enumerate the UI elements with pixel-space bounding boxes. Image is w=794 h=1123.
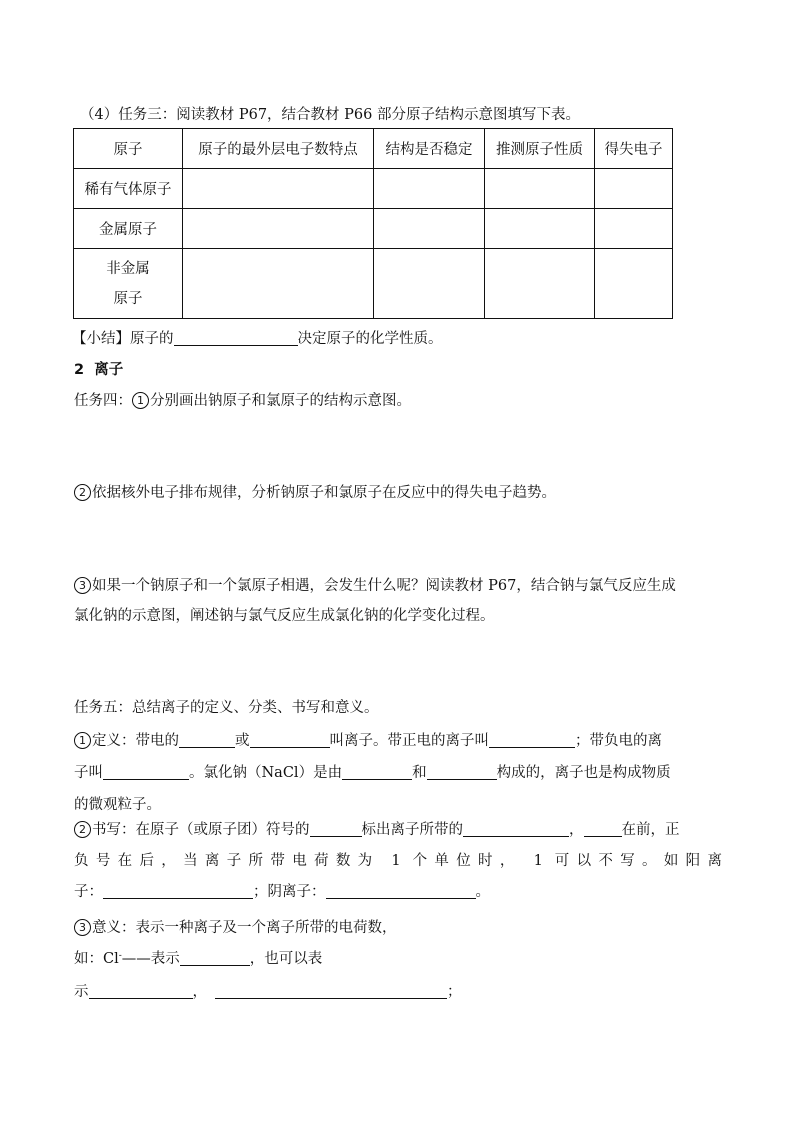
task4-item1-text: 分别画出钠原子和氯原子的结构示意图。 (150, 393, 411, 409)
table-row (74, 209, 673, 249)
definition-line2 (74, 761, 671, 782)
answer-blank[interactable] (103, 765, 189, 781)
summary-blank[interactable] (174, 331, 298, 347)
table-row (74, 169, 673, 209)
definition-line3: 的微观粒子。 (74, 797, 161, 813)
answer-blank[interactable] (326, 884, 476, 900)
text: 意义：表示一种离子及一个离子所带的电荷数， (92, 920, 397, 936)
text: 和 (412, 765, 427, 781)
table-header-cell: 推测原子性质 (485, 129, 595, 169)
answer-blank[interactable] (489, 733, 575, 749)
row-label (74, 249, 183, 319)
answer-blank[interactable] (584, 822, 622, 838)
table-header-cell: 原子的最外层电子数特点 (183, 129, 374, 169)
answer-blank[interactable] (179, 733, 235, 749)
answer-cell[interactable] (595, 169, 673, 209)
answer-cell[interactable] (183, 169, 374, 209)
answer-blank[interactable] (180, 951, 250, 967)
task4-item2-text: 依据核外电子排布规律，分析钠原子和氯原子在反应中的得失电子趋势。 (92, 485, 556, 501)
section-title: 离子 (94, 362, 124, 378)
circled-number: 1 (132, 392, 149, 409)
circled-number: 1 (74, 732, 91, 749)
answer-blank[interactable] (310, 822, 362, 838)
answer-blank[interactable] (215, 984, 447, 1000)
task4-item3-line1 (74, 574, 676, 595)
answer-cell[interactable] (374, 249, 485, 319)
writing-line1 (74, 818, 680, 839)
answer-blank[interactable] (427, 765, 497, 781)
atom-table (73, 128, 673, 319)
circled-number: 2 (74, 821, 91, 838)
task4-item1 (74, 389, 411, 410)
answer-cell[interactable] (595, 209, 673, 249)
circled-number: 3 (74, 577, 91, 594)
answer-blank[interactable] (89, 984, 193, 1000)
text: ， (569, 822, 584, 838)
task3-intro: （4）任务三：阅读教材 P67，结合教材 P66 部分原子结构示意图填写下表。 (80, 107, 580, 123)
answer-cell[interactable] (485, 169, 595, 209)
table-header-row (74, 129, 673, 169)
row-label-line: 非金属 (106, 260, 150, 277)
example-line1 (74, 947, 322, 968)
table-header-cell: 原子 (74, 129, 183, 169)
text: 标出离子所带的 (361, 822, 463, 838)
text: 定义：带电的 (92, 733, 179, 749)
summary-line (72, 327, 443, 348)
table-header-cell: 结构是否稳定 (374, 129, 485, 169)
row-label: 稀有气体原子 (74, 169, 183, 209)
answer-blank[interactable] (342, 765, 412, 781)
task4-item3-text: 如果一个钠原子和一个氯原子相遇，会发生什么呢？阅读教材 P67，结合钠与氯气反应生成 (92, 578, 676, 594)
text: 子叫 (74, 765, 103, 781)
task4-item2 (74, 481, 556, 502)
text: 构成的，离子也是构成物质 (496, 765, 671, 781)
circled-number: 3 (74, 919, 91, 936)
summary-prefix: 【小结】原子的 (72, 331, 174, 347)
example-line2 (74, 980, 462, 1001)
answer-blank[interactable] (103, 884, 253, 900)
writing-line2: 负号在后，当离子所带电荷数为 1 个单位时， 1 可以不写。如阳离 (74, 853, 722, 869)
text: 如：Cl (74, 951, 119, 967)
answer-blank[interactable] (250, 733, 330, 749)
writing-line3 (74, 880, 490, 901)
answer-cell[interactable] (485, 249, 595, 319)
answer-blank[interactable] (463, 822, 569, 838)
section-heading (74, 358, 123, 379)
circled-number: 2 (74, 484, 91, 501)
task4-lead: 任务四： (74, 393, 132, 409)
text: 。 (475, 884, 490, 900)
table-row (74, 249, 673, 319)
definition-line1 (74, 729, 662, 750)
answer-cell[interactable] (183, 249, 374, 319)
summary-suffix: 决定原子的化学性质。 (297, 331, 443, 347)
text: ， (192, 984, 207, 1000)
text: ； (447, 984, 462, 1000)
text: ——表示 (121, 951, 180, 967)
task5-title: 任务五：总结离子的定义、分类、书写和意义。 (74, 700, 379, 716)
text: ；阴离子： (253, 884, 326, 900)
answer-cell[interactable] (374, 209, 485, 249)
text: 或 (235, 733, 250, 749)
answer-cell[interactable] (183, 209, 374, 249)
meaning-line (74, 916, 397, 937)
text: 。氯化钠（NaCl）是由 (189, 765, 343, 781)
charge-sup: - (118, 951, 122, 961)
text: 书写：在原子（或原子团）符号的 (92, 822, 310, 838)
text: ，也可以表 (249, 951, 323, 967)
text: 叫离子。带正电的离子叫 (329, 733, 489, 749)
task4-item3-line2: 氯化钠的示意图，阐述钠与氯气反应生成氯化钠的化学变化过程。 (74, 608, 495, 624)
text: 示 (74, 984, 89, 1000)
text: ；带负电的离 (575, 733, 662, 749)
answer-cell[interactable] (595, 249, 673, 319)
answer-cell[interactable] (374, 169, 485, 209)
row-label-line: 原子 (113, 290, 143, 307)
answer-cell[interactable] (485, 209, 595, 249)
table-header-cell: 得失电子 (595, 129, 673, 169)
text: 在前，正 (621, 822, 680, 838)
section-number: 2 (74, 362, 85, 378)
row-label: 金属原子 (74, 209, 183, 249)
text: 子： (74, 884, 103, 900)
